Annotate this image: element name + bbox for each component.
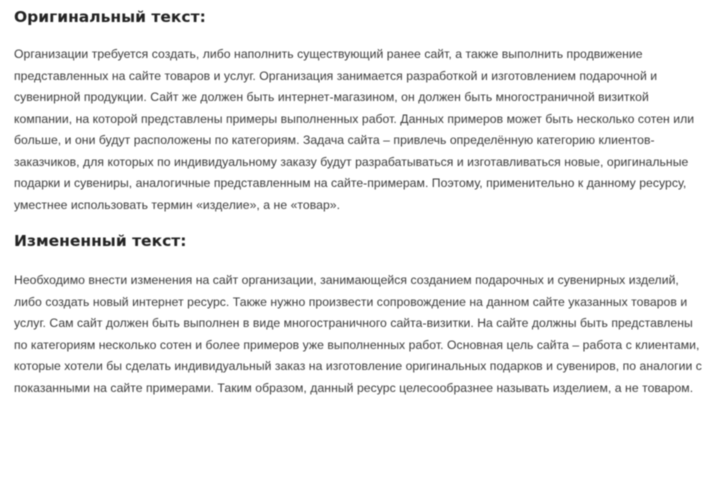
modified-text-heading: Измененный текст:	[14, 232, 187, 250]
modified-text-paragraph: Необходимо внести изменения на сайт организации, занимающейся созданием подарочных и сувенирных изделий, либо создать новый интернет ресурс. Также нужно произвести сопровождение на данном сайте указанных товаров и услуг. Сам сайт должен быть выполнен в виде многостраничного сайта-визитки. На сайте должны быть представлены по категориям несколько сотен и более примеров уже выполненных работ. Основная цель сайта – работа с клиентами, которые хотели бы сделать индивидуальный заказ на изготовление оригинальных подарков и сувениров, по аналогии с показанными на сайте примерами. Таким образом, данный ресурс целесообразнее называть изделием, а не товаром.	[14, 273, 702, 395]
original-text-heading: Оригинальный текст:	[14, 8, 206, 26]
original-text-paragraph: Организации требуется создать, либо наполнить существующий ранее сайт, а также выполнить продвижение представленных на сайте товаров и услуг. Организация занимается разработкой и изготовлением подарочной и сувенирной продукции. Сайт же должен быть интернет-магазином, он должен быть многостраничной визиткой компании, на которой представлены примеры выполненных работ. Данных примеров может быть несколько сотен или больше, и они будут расположены по категориям. Задача сайта – привлечь определённую категорию клиентов-заказчиков, для которых по индивидуальному заказу будут разрабатываться и изготавливаться новые, оригинальные подарки и сувениры, аналогичные представленным на сайте-примерам. Поэтому, применительно к данному ресурсу, уместнее использовать термин «изделие», а не «товар».	[14, 47, 695, 212]
